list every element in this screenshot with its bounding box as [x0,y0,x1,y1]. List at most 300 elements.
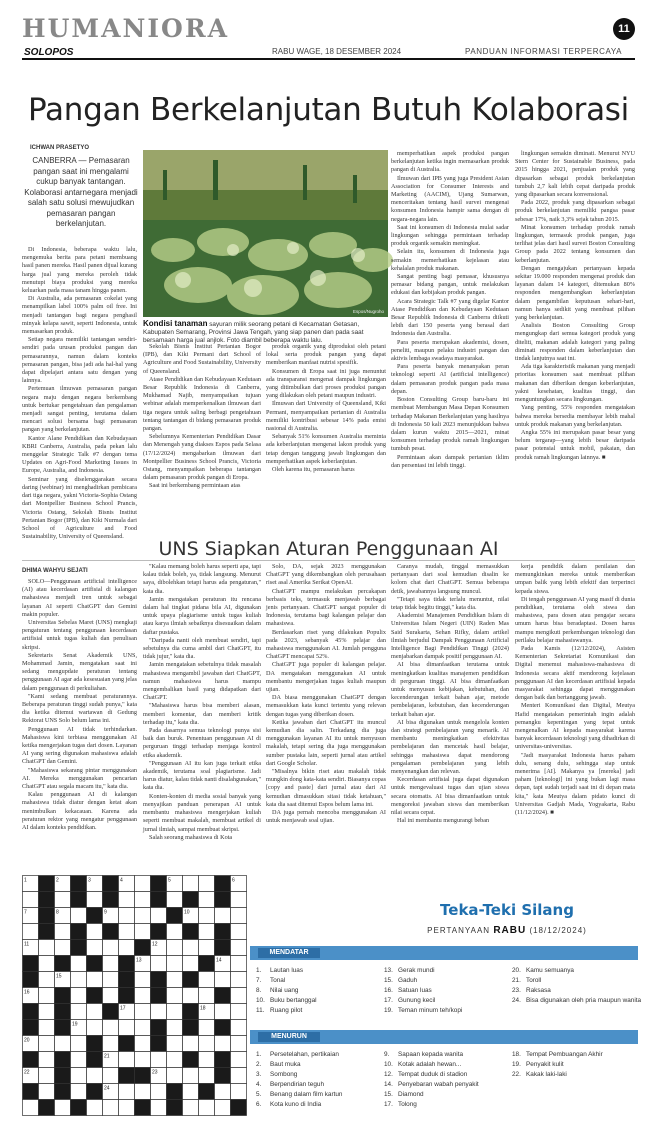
paragraph: "Kalau memang boleh harus seperti apa, tapi kalau tidak boleh, ya, tidak langsung. Menurut saya, dibolehkan tetapi harus ada pengaturan," kata dia. [143,563,261,595]
crossword-cell[interactable] [183,1100,199,1116]
clue-text: Berpendirian teguh [270,1081,325,1088]
crossword-cell[interactable] [231,972,247,988]
crossword-block [167,1084,183,1100]
crossword-cell[interactable] [231,892,247,908]
crossword-block [87,1052,103,1068]
crossword-cell[interactable] [103,1068,119,1084]
crossword-cell[interactable] [135,924,151,940]
crossword-cell[interactable] [151,956,167,972]
crossword-cell[interactable] [39,972,55,988]
article1-photo [143,150,388,317]
paragraph: Saat ini berkembang permintaan atas [149,482,241,490]
crossword-cell[interactable] [55,1100,71,1116]
crossword-cell[interactable] [39,1020,55,1036]
paragraph: AI bisa digunakan untuk mengelola konten dan strategi pembelajaran yang menarik. AI membantu meningkatkan efektivitas pembelajaran dan mencetak hasil belajar, sehingga mahasiswa dapat mendorong pengalaman pembelajaran yang lebih menyenangkan dan relevan. [391,718,509,776]
paragraph: Selain itu, konsumen di Indonesia juga semakin memerhatikan kejelasan atau kehalalan produk makanan. [391,248,509,272]
clue-text: Buku bertanggal [270,997,317,1004]
crossword-block [151,972,167,988]
crossword-cell[interactable] [199,892,215,908]
paragraph: Permintaan akan dampak pertanian iklim dan persentasi ini lebih tinggi. [391,453,509,469]
paragraph: lingkungan semakin diminati. Menurut NYU Stern Center for Sustainable Business, pada 2015 hingga 2021, penjualan produk yang dipasarkan sebagai produk berkelanjutan tumbuh 2,7 kali lebih cepat daripada produk yang dipasarkan secara konvensional. [515,150,635,199]
crossword-number: 12 [152,941,158,948]
crossword-cell[interactable] [183,876,199,892]
crossword-cell[interactable] [87,924,103,940]
crossword-cell[interactable] [119,1084,135,1100]
crossword-number: 4 [120,877,123,884]
paragraph: Hal ini membantu mengurangi beban [397,817,490,825]
crossword-block [183,1020,199,1036]
clue-item [384,986,462,996]
clue-text: Toroll [526,977,542,984]
crossword-block [71,924,87,940]
crossword-cell[interactable] [199,876,215,892]
crossword-cell[interactable] [167,988,183,1004]
page-number: 11 [613,18,635,40]
crossword-number: 3 [88,877,91,884]
paragraph: Minat konsumen terhadap produk ramah lingkungan, termasuk produk pangan, juga terlihat jelas dari hasil survei Boston Consulting Group pada 2022 tentang konsumen dan keberlanjutan. [515,223,635,264]
crossword-block [23,956,39,972]
crossword-cell[interactable] [199,988,215,1004]
crossword-cell[interactable] [215,1084,231,1100]
crossword-cell[interactable] [55,924,71,940]
paragraph: Para peserta banyak menanyakan peran teknologi seperti AI (artificial intelligence) dalam pemasaran produk pangan pada masa depan. [391,363,509,395]
crossword-block [183,892,199,908]
crossword-block [71,876,87,892]
crossword-number: 11 [24,941,30,948]
crossword-block [23,1004,39,1020]
menurun-clues-3 [512,1050,603,1080]
clue-number: 12. [384,1071,393,1078]
crossword-cell[interactable] [151,1052,167,1068]
crossword-block [55,956,71,972]
clue-text: Benang dalam film kartun [270,1091,343,1098]
crossword-cell[interactable] [39,1068,55,1084]
crossword-cell[interactable] [199,940,215,956]
crossword-block [183,1052,199,1068]
clue-item [384,996,462,1006]
crossword-cell[interactable] [215,1004,231,1020]
mendatar-clues-3 [512,966,641,1006]
clue-text: Tempat duduk di stadion [398,1071,468,1078]
crossword-cell[interactable] [135,1052,151,1068]
clue-item [512,996,641,1006]
tagline: PANDUAN INFORMASI TERPERCAYA [465,47,623,56]
paragraph: "Mahasiswa sekarang pintar menggunakan AI. Mereka menggunakan pencarian ChatGPT atau segala macam itu," kata dia. [22,766,137,791]
crossword-block [199,1084,215,1100]
crossword-cell[interactable] [135,1036,151,1052]
clue-text: Tonal [270,977,286,984]
crossword-cell[interactable] [199,1036,215,1052]
crossword-cell[interactable] [231,1036,247,1052]
clue-number: 17. [384,997,393,1004]
paragraph: "Misalnya bikin riset atau makalah tidak mungkin dong kata-kata sendiri. Biasanya copas [copy and paste] dari jurnal atau dari AI kemudian dimasukkan sitasi tidak ketahuan," kata dia saat ditemui Espos belum lama ini. [266,768,386,808]
clue-number: 7. [256,977,262,984]
crossword-cell[interactable] [231,1004,247,1020]
paragraph: Acara Strategic Talk #7 yang digelar Kantor Atase Pendidikan dan Kebudayaan Kedutaan Besar Republik Indonesia di Canberra diikuti lebih dari 150 peserta yang berasal dari Indonesia dan Australia. [391,297,509,338]
crossword-cell[interactable] [103,940,119,956]
crossword-cell[interactable] [135,1084,151,1100]
clue-number: 1. [256,1051,262,1058]
crossword-cell[interactable] [231,1084,247,1100]
crossword-block [215,1020,231,1036]
crossword-cell[interactable] [231,956,247,972]
paragraph: DA juga pernah mencoba menggunakan AI untuk menjawab soal ujian. [266,809,386,825]
crossword-cell[interactable] [103,1036,119,1052]
crossword-cell[interactable] [87,972,103,988]
crossword-cell[interactable] [135,908,151,924]
crossword-block [23,1084,39,1100]
crossword-cell[interactable] [39,1084,55,1100]
paragraph: Konten-konten di media sosial banyak yang menyajikan panduan penerapan AI untuk membantu mahasiswa mengerjakan kuliah seperti membuat makalah, membuat artikel di jurnal ilmiah, sampai membuat skripsi. [143,792,261,833]
crossword-cell[interactable] [39,1036,55,1052]
clue-text: Kakak laki-laki [526,1071,567,1078]
crossword-cell[interactable] [119,1100,135,1116]
paragraph: Akademisi Manajemen Pendidikan Islam di Universitas Islam Negeri (UIN) Raden Mas Said Surakarta, Sehan Rifky, dalam artikel ilmiah berjudul Dampak Penggunaan Artificial Intelligence Bagi Pendidikan Tinggi (2024) menjabarkan dampak positif penggunaan AI. [391,612,509,661]
mendatar-label: MENDATAR [258,948,320,958]
paragraph: Dengan mengajukan pertanyaan kepada sekitar 19.000 responden mengenai produk dan layanan dalam 14 kategori, ditemukan 80% responden mengembangkan keberlanjutan dalam pengambilan keputusan sehari-hari, namun hanya sedikit yang membuat pilihan yang berkelanjutan. [515,264,635,322]
crossword-cell[interactable] [87,940,103,956]
paragraph: Kalau penggunaan AI di kalangan mahasiswa tidak diatur dengan ketat akan menimbulkan kekacauan. Karena ada peraturan rektor yang mengatur penggunaan AI dalam konteks pendidikan. [22,791,137,832]
crossword-block [103,1004,119,1020]
paragraph: Ilmuwan dari IPB yang juga President Asian Association for Consumer Interests and Marketing (AACIM), Ujang Sumarwan, menceritakan tentang hasil survei mengenai konsumen Indonesia hampir sama dengan di negara-negara lain. [391,174,509,223]
crossword-block [39,924,55,940]
crossword-cell[interactable] [231,908,247,924]
clue-item [384,976,462,986]
crossword-block [135,1100,151,1116]
crossword-cell[interactable] [103,1020,119,1036]
clue-number: 1. [256,967,262,974]
crossword-cell[interactable] [231,1068,247,1084]
crossword-cell[interactable] [231,940,247,956]
crossword-cell[interactable] [55,940,71,956]
paragraph: Oleh karena itu, pemasaran harus [272,466,355,474]
crossword-cell[interactable] [167,1020,183,1036]
crossword-block [87,988,103,1004]
crossword-cell[interactable] [167,1068,183,1084]
clue-text: Tempat Pembuangan Akhir [526,1051,603,1058]
crossword-cell[interactable] [183,1036,199,1052]
clue-item [256,1006,317,1016]
clue-number: 15. [384,977,393,984]
paragraph: Ilmuwan dari University of Queensland, Kiki Permani, menyampaikan pertanian di Australia memiliki kontribusi sebesar 14% pada emisi nasional di Australia. [266,400,386,433]
crossword-cell[interactable] [87,1004,103,1020]
crossword-block [215,1068,231,1084]
clue-number: 22. [512,1071,521,1078]
crossword-cell[interactable] [71,908,87,924]
crossword-cell[interactable] [215,1100,231,1116]
clue-number: 20. [512,967,521,974]
paragraph: "Mahasiswa harus bisa memberi alasan, memberi komentar, dan memberi kritik terhadap itu," kata dia. [143,702,261,726]
paragraph: Solo, DA, sejak 2023 menggunakan ChatGPT yang dikembangkan oleh perusahaan riset asal Amerika Serikat OpenAI. [266,563,386,587]
crossword-cell[interactable] [183,1068,199,1084]
crossword-cell[interactable] [103,972,119,988]
clue-item [384,966,462,976]
article2-column-1 [22,578,137,868]
clue-text: Satuan luas [398,987,432,994]
crossword-block [55,1068,71,1084]
crossword-block [167,1100,183,1116]
photo-caption [143,320,388,345]
clue-number: 14. [384,1081,393,1088]
crossword-cell[interactable] [55,892,71,908]
crossword-number: 15 [56,973,62,980]
crossword-cell[interactable] [119,940,135,956]
crossword-cell[interactable] [231,1020,247,1036]
crossword-cell[interactable] [199,1052,215,1068]
crossword-cell[interactable] [55,1036,71,1052]
crossword-cell[interactable] [231,988,247,1004]
crossword-cell[interactable] [87,1100,103,1116]
paragraph: Jamin mengatakan peraturan itu rencana dalam hal tingkat pidana bila AI, digunakan untuk upaya plagiarisme untuk tugas kuliah atau karya ilmiah sebaiknya disesuaikan dalam daftar pustaka. [143,595,261,636]
crossword-cell[interactable] [119,908,135,924]
crossword-block [23,1020,39,1036]
menurun-label: MENURUN [258,1032,320,1042]
article2-headline: UNS Siapkan Aturan Penggunaan AI [158,538,499,560]
clue-text: Raksasa [526,987,551,994]
crossword-cell[interactable] [199,1068,215,1084]
paragraph: Sebanyak 51% konsumen Australia meminta ada keberlanjutan mengenai lakon produk yang tetap dengan tanggung jawab lingkungan dan memperhatikan aspek keberlanjutan. [266,433,386,465]
crossword-cell[interactable] [135,892,151,908]
article1-column-4 [391,150,509,528]
crossword-cell[interactable] [71,1084,87,1100]
crossword-block [71,1100,87,1116]
clue-item [512,966,641,976]
paragraph: kerja pendidik dalam penilaian dan memungkinkan mereka untuk memberikan umpan balik yang lebih efektif dan terperinci kepada siswa. [515,563,635,595]
crossword-cell[interactable] [135,1004,151,1020]
crossword-number: 7 [24,909,27,916]
crossword-cell[interactable] [87,1020,103,1036]
crossword-title: Teka-Teki Silang [440,901,574,919]
crossword-block [71,892,87,908]
crossword-cell[interactable] [167,972,183,988]
crossword-block [151,892,167,908]
clue-number: 21. [512,977,521,984]
crossword-number: 21 [104,1053,110,1060]
crossword-cell[interactable] [199,1020,215,1036]
crossword-number: 13 [136,957,142,964]
clue-number: 6. [256,1101,262,1108]
paragraph: Berdasarkan riset yang dilakukan Populix pada 2023, sebanyak 45% pelajar dan mahasiswa menggunakan AI. Jumlah pengguna ChatGPT mencapai 52%. [266,628,386,661]
crossword-cell[interactable] [39,988,55,1004]
crossword-number: 17 [120,1005,126,1012]
clue-item [384,1070,479,1080]
crossword-cell[interactable] [151,908,167,924]
crossword-cell[interactable] [167,1004,183,1020]
crossword-cell[interactable] [183,988,199,1004]
crossword-cell[interactable] [119,892,135,908]
clue-item [384,1050,479,1060]
crossword-number: 2 [56,877,59,884]
crossword-number: 24 [104,1085,110,1092]
crossword-cell[interactable] [39,1004,55,1020]
crossword-block [119,988,135,1004]
crossword-cell[interactable] [103,1100,119,1116]
clue-number: 3. [256,1071,262,1078]
crossword-cell[interactable] [183,956,199,972]
crossword-grid[interactable] [22,875,252,1130]
crossword-cell[interactable] [71,956,87,972]
crossword-cell[interactable] [151,1100,167,1116]
crossword-block [55,1052,71,1068]
crossword-block [39,1100,55,1116]
crossword-cell[interactable] [103,956,119,972]
article2-byline: DHIMA WAHYU SEJATI [22,568,88,574]
crossword-number: 5 [168,877,171,884]
crossword-number: 20 [24,1037,30,1044]
paragraph: memperhatikan aspek produksi pangan berkelanjutan ketika ingin memasarkan produk pangan di Australia. [391,150,509,174]
crossword-block [135,1068,151,1084]
crossword-cell[interactable] [167,940,183,956]
clue-text: Sombong [270,1071,298,1078]
crossword-block [231,1100,247,1116]
crossword-cell[interactable] [167,924,183,940]
crossword-block [151,1020,167,1036]
crossword-cell[interactable] [71,972,87,988]
crossword-number: 18 [200,1005,206,1012]
clue-number: 24. [512,997,521,1004]
crossword-block [119,972,135,988]
crossword-cell[interactable] [167,1036,183,1052]
crossword-block [135,940,151,956]
clue-item [256,986,317,996]
paragraph: "Jadi masyarakat Indonesia harus paham dulu, senang dulu, sehingga siap untuk menerima [AI]. Makanya ya [mereka] jadi paham [teknologi] ini yang bukan lagi masa depan, tapi sudah terjadi saat ini di depan mata kita," kata Meutya dalam pidato kunci di Universitas Gadjah Mada, Yogyakarta, Rabu (11/12/2024). ■ [515,751,635,817]
crossword-cell[interactable] [135,988,151,1004]
crossword-cell[interactable] [215,1036,231,1052]
crossword-block [55,1020,71,1036]
photo-caption-title: Kondisi tanaman [143,319,208,328]
crossword-cell[interactable] [167,892,183,908]
crossword-cell[interactable] [199,972,215,988]
crossword-cell[interactable] [135,1020,151,1036]
article2-column-4 [391,563,509,868]
crossword-cell[interactable] [231,924,247,940]
paragraph: Kantor Alane Pendidikan dan Kebudayaan KBRI Canberra, Australia, pada pekan lalu menggelar Strategic Talk #7 dengan tema Updates on Agri-Food Marketing Issues in Europe, Australia, and Indonesia. [22,434,137,475]
crossword-cell[interactable] [23,1100,39,1116]
clue-item [256,1090,342,1100]
clue-number: 19. [512,1061,521,1068]
crossword-cell[interactable] [183,1084,199,1100]
crossword-block [39,908,55,924]
paragraph: Analisis Boston Consulting Group mengungkap dari semua kategori produk yang diteliti, makanan adalah kategori yang paling diminati responden dalam keberlanjutan dan tindak lanjutnya saat ini. [515,322,635,363]
crossword-cell[interactable] [71,988,87,1004]
clue-number: 17. [384,1101,393,1108]
crossword-cell[interactable] [23,892,39,908]
crossword-cell[interactable] [23,924,39,940]
crossword-cell[interactable] [119,924,135,940]
paragraph: Salah seorang mahasiswa di Kota [149,833,233,841]
crossword-cell[interactable] [215,908,231,924]
crossword-subtitle-prefix: PERTANYAAN [427,926,491,935]
paragraph: Di Australia, ada pemasaran cokelat yang menampilkan label 100% palm oil free. Ini menjadi tantangan bagi negara penghasil minyak kelapa sawit, seperti Indonesia, untuk memasarkan produk. [22,295,137,336]
paragraph: Pada 2022, produk yang dipasarkan sebagai produk berkelanjutan memiliki pangsa pasar sebesar 17%, naik 3,3% sejak tahun 2015. [515,199,635,223]
crossword-cell[interactable] [199,1100,215,1116]
crossword-cell[interactable] [151,1004,167,1020]
crossword-cell[interactable] [135,972,151,988]
crossword-block [103,924,119,940]
clue-number: 16. [384,987,393,994]
crossword-cell[interactable] [199,908,215,924]
clue-text: Gunung kecil [398,997,436,1004]
paragraph: Universitas Sebelas Maret (UNS) mengkaji pengaturan tentang penggunaan kecerdasan artifisial untuk tugas kuliah dan penulisan skripsi. [22,619,137,651]
crossword-cell[interactable] [39,1052,55,1068]
clue-item [256,1050,342,1060]
clue-item [384,1100,479,1110]
crossword-cell[interactable] [71,1004,87,1020]
clue-item [256,1070,342,1080]
crossword-number: 23 [152,1069,158,1076]
crossword-cell[interactable] [103,988,119,1004]
mendatar-band [250,946,638,960]
crossword-cell[interactable] [39,940,55,956]
clue-number: 15. [384,1091,393,1098]
paragraph: Angka 55% ini merupakan pasar besar yang belum tergarap—yang lebih besar daripada pasar potensial untuk mobil, pakaian, dan produk ramah lingkungan lainnya. ■ [515,428,635,461]
crossword-number: 10 [184,909,190,916]
paragraph: "Penggunaan AI itu kan juga terkait etika akademik, terutama soal plagiarisme. Jadi harus diatur, kalau tidak nanti disalahgunakan," kata dia. [143,759,261,792]
clue-item [512,1050,603,1060]
crossword-block [103,892,119,908]
crossword-block [215,1052,231,1068]
paragraph: "Kami sedang membuat peraturannya. Beberapa peraturan tinggi sudah punya," kata dia ketika ditemui wartawan di Gedung Rektorat UNS Solo belum lama ini. [22,692,137,725]
crossword-cell[interactable] [167,956,183,972]
crossword-block [215,876,231,892]
paragraph: Sekolah Bisnis Institut Pertanian Bogor (IPB), dan Kiki Permani dari School of Agriculture and Food Sustainability, University of Queensland. [143,343,261,375]
crossword-cell[interactable] [151,1084,167,1100]
paragraph: Pada dasarnya semua teknologi punya sisi baik dan buruk. Penentuan penggunaan AI di perguruan tinggi terhadap menjaga kontrol etika akademik. [143,727,261,759]
clue-item [512,1070,603,1080]
crossword-subtitle-day: RABU [493,925,527,936]
crossword-subtitle [376,925,638,936]
clue-number: 18. [512,1051,521,1058]
paragraph: produk organik yang diproduksi oleh petani lokal serta produk pangan yang dapat memberikan manfaat nutrisi spesifik. [266,343,386,367]
paragraph: Di tengah penggunaan AI yang masif di dunia pendidikan, terutama oleh siswa dan mahasiswa, para dosen atau pengajar secara umum harus bisa beradaptasi. Dosen harus mampu mengikuti perkembangan teknologi dan perilaku belajar mahasiswanya. [515,595,635,644]
crossword-cell[interactable] [39,956,55,972]
article1-column-5 [515,150,635,528]
clue-text: Tolong [398,1101,417,1108]
crossword-number: 16 [24,989,30,996]
crossword-cell[interactable] [183,940,199,956]
newspaper-logo: SOLOPOS [24,47,74,58]
crossword-cell[interactable] [119,1052,135,1068]
crossword-cell[interactable] [231,1052,247,1068]
crossword-cell[interactable] [71,1068,87,1084]
crossword-cell[interactable] [119,1020,135,1036]
crossword-cell[interactable] [135,876,151,892]
crossword-number: 22 [24,1069,30,1076]
paragraph: Kecerdasan artifisial juga dapat digunakan untuk mengevaluasi tugas dan ujian siswa secara otomatis. AI bisa dimanfaatkan untuk mengoreksi jawaban siswa dan memberikan nilai secara cepat. [391,776,509,817]
crossword-cell[interactable] [87,892,103,908]
crossword-block [87,1036,103,1052]
crossword-cell[interactable] [199,924,215,940]
crossword-block [215,892,231,908]
crossword-cell[interactable] [71,1036,87,1052]
menurun-clues-1 [256,1050,342,1110]
crossword-cell[interactable] [167,1052,183,1068]
article2-column-3 [266,563,386,868]
clue-text: Bisa digunakan oleh pria maupun wanita [526,997,642,1004]
clue-text: Kota kuno di India [270,1101,322,1108]
crossword-block [215,988,231,1004]
crossword-cell[interactable] [87,1068,103,1084]
crossword-number: 8 [56,909,59,916]
paragraph: "Tetapi saya tidak terlalu menuntut, nilai tetap tidak begitu tinggi," kata dia. [391,595,509,612]
clue-text: Ruang pilot [270,1007,303,1014]
paragraph: Ketika jawaban dari ChatGPT itu muncul kemudian dia salin. Terkadang dia juga menggunakan layanan AI itu untuk menyusun makalah, tetapi sering dia juga menggunakan sumber pustaka lain, seperti jurnal atau artikel dari Google Scholar. [266,718,386,767]
clue-text: Lautan luas [270,967,304,974]
crossword-cell[interactable] [71,1052,87,1068]
page-header [0,0,655,66]
article2-column-5 [515,563,635,868]
crossword-cell[interactable] [215,972,231,988]
